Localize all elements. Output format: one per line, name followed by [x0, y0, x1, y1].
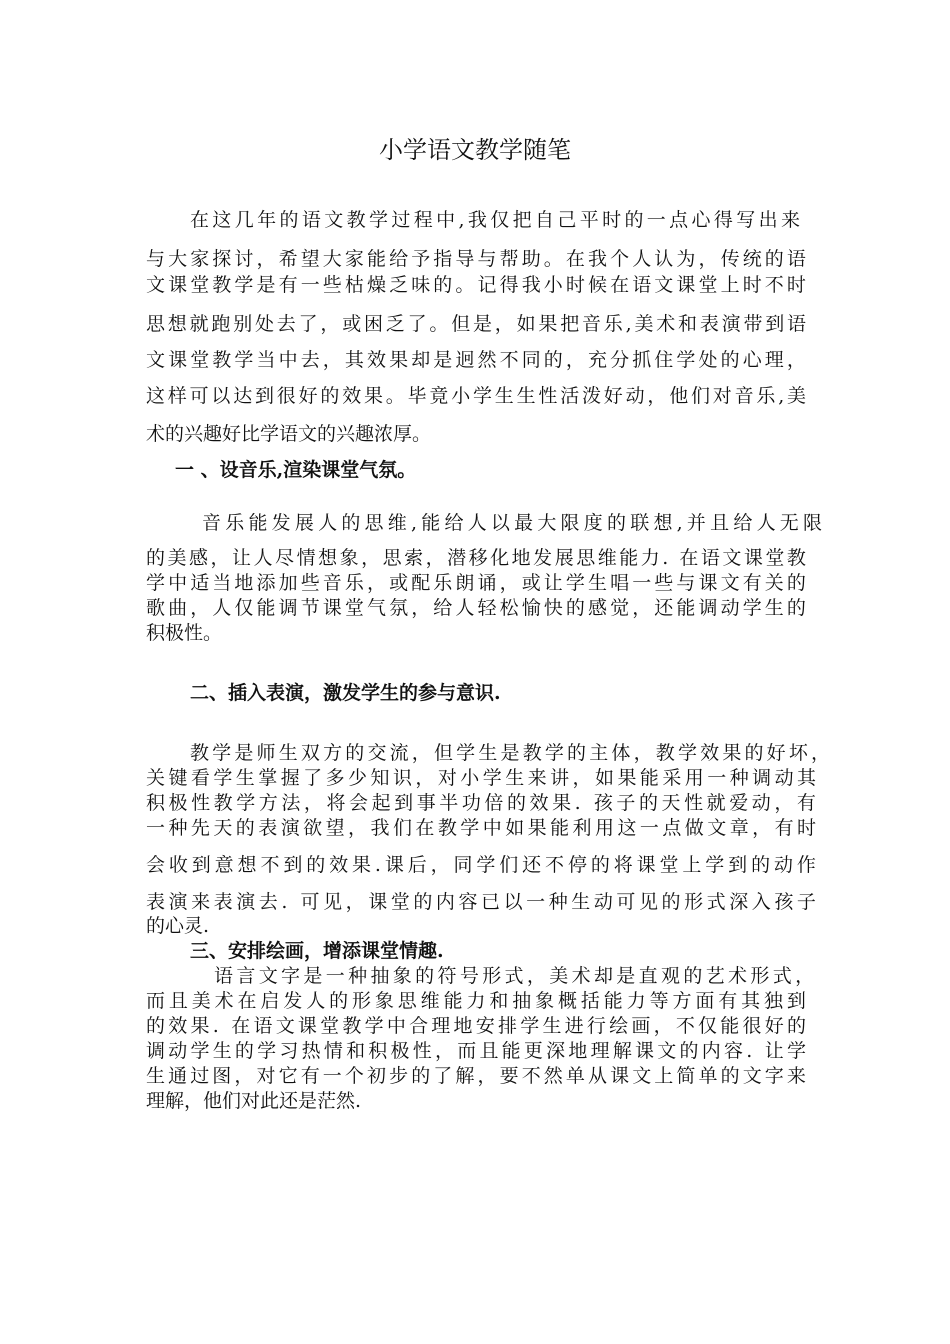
intro-line-3: 文课堂教学是有一些枯燥乏味的。记得我小时候在语文课堂上时不时 — [146, 274, 810, 296]
section3-line-2: 而且美术在启发人的形象思维能力和抽象概括能力等方面有其独到 — [146, 990, 810, 1012]
section-heading-2: 二、插入表演，激发学生的参与意识. — [190, 682, 501, 704]
intro-line-6: 这样可以达到很好的效果。毕竟小学生生性活泼好动，他们对音乐,美 — [146, 385, 809, 407]
section3-line-3: 的效果. 在语文课堂教学中合理地安排学生进行绘画，不仅能很好的 — [146, 1015, 810, 1037]
section1-line-4: 歌曲，人仅能调节课堂气氛，给人轻松愉快的感觉，还能调动学生的 — [146, 597, 810, 619]
section2-line-5: 会收到意想不到的效果.课后，同学们还不停的将课堂上学到的动作 — [146, 854, 820, 876]
section2-line-6: 表演来表演去. 可见，课堂的内容已以一种生动可见的形式深入孩子 — [146, 891, 820, 913]
section3-line-5: 生通过图，对它有一个初步的了解，要不然单从课文上简单的文字来 — [146, 1065, 810, 1087]
section2-line-7: 的心灵. — [146, 915, 210, 937]
section1-line-1: 音乐能发展人的思维,能给人以最大限度的联想,并且给人无限 — [202, 512, 827, 534]
intro-line-5: 文课堂教学当中去，其效果却是迥然不同的，充分抓住学处的心理， — [146, 349, 810, 371]
section2-line-4: 一种先天的表演欲望，我们在教学中如果能利用这一点做文章，有时 — [146, 817, 820, 839]
intro-line-7: 术的兴趣好比学语文的兴趣浓厚。 — [146, 423, 432, 445]
section2-line-1: 教学是师生双方的交流，但学生是教学的主体，教学效果的好坏， — [190, 742, 834, 764]
intro-line-4: 思想就跑别处去了，或困乏了。但是，如果把音乐,美术和表演带到语 — [146, 313, 809, 335]
section3-line-4: 调动学生的学习热情和积极性，而且能更深地理解课文的内容. 让学 — [146, 1040, 810, 1062]
intro-line-1: 在这几年的语文教学过程中,我仅把自己平时的一点心得写出来 — [190, 209, 804, 231]
section2-line-2: 关键看学生掌握了多少知识，对小学生来讲，如果能采用一种调动其 — [146, 767, 820, 789]
intro-line-2: 与大家探讨，希望大家能给予指导与帮助。在我个人认为，传统的语 — [146, 248, 810, 270]
section1-line-5: 积极性。 — [146, 622, 223, 644]
section3-line-6: 理解，他们对此还是茫然. — [146, 1090, 362, 1112]
section3-line-1: 语言文字是一种抽象的符号形式，美术却是直观的艺术形式， — [214, 965, 818, 987]
section2-line-3: 积极性教学方法，将会起到事半功倍的效果. 孩子的天性就爱动，有 — [146, 792, 820, 814]
section-heading-1: 一 、设音乐,渲染课堂气氛。 — [175, 459, 417, 481]
section1-line-3: 学中适当地添加些音乐，或配乐朗诵，或让学生唱一些与课文有关的 — [146, 572, 810, 594]
section-heading-3: 三、安排绘画，增添课堂情趣. — [190, 940, 444, 962]
section1-line-2: 的美感，让人尽情想象，思索，潜移化地发展思维能力. 在语文课堂教 — [146, 547, 809, 569]
document-title: 小学语文教学随笔 — [379, 136, 571, 164]
